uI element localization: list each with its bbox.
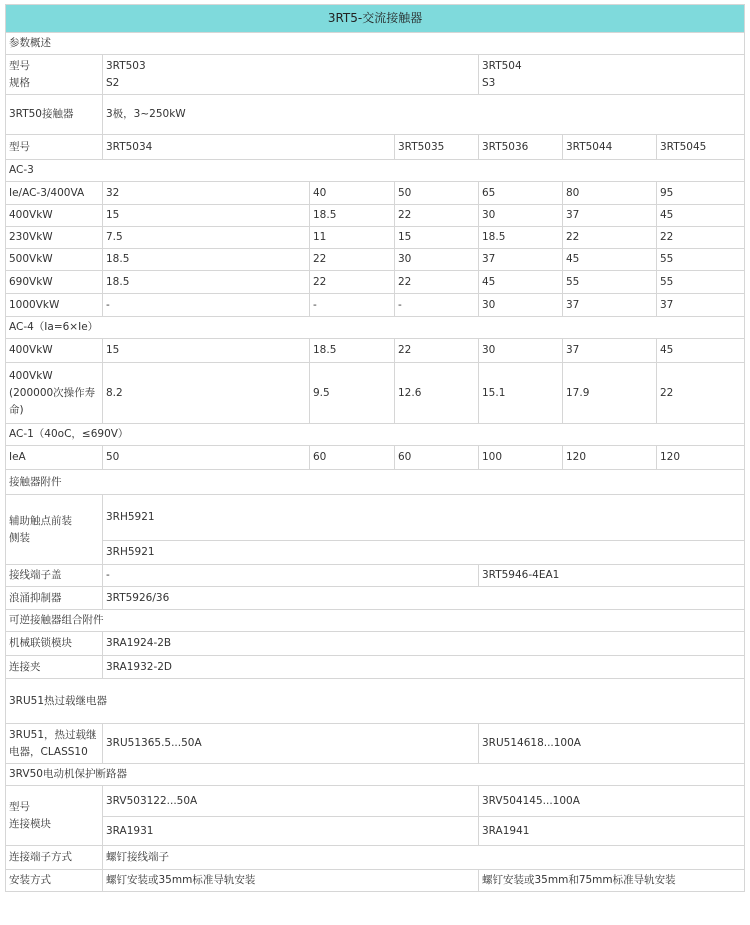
size-col1-frame: S2 xyxy=(106,76,120,89)
size-col2-cell xyxy=(479,55,745,95)
model-value: 3RT5036 xyxy=(479,135,563,160)
size-col2-model: 3RT504 xyxy=(482,59,522,72)
relay-col2: 3RU514618...100A xyxy=(479,724,745,764)
interlock-value: 3RA1924-2B xyxy=(103,632,745,656)
aux-row-2 xyxy=(6,541,745,565)
table-row xyxy=(6,182,745,205)
cell-value: 22 xyxy=(395,205,479,227)
aux-value-front: 3RH5921 xyxy=(103,495,745,541)
terminal-type-value: 螺钉接线端子 xyxy=(103,846,745,870)
size-label-model: 型号 xyxy=(9,59,30,72)
cell-value: 37 xyxy=(563,205,657,227)
interlock-row xyxy=(6,632,745,656)
aux-label-side: 侧装 xyxy=(9,531,30,544)
install-col2: 螺钉安装或35mm和75mm标准导轨安装 xyxy=(479,870,745,892)
cell-value: 45 xyxy=(479,271,563,294)
cell-value: 60 xyxy=(395,446,479,470)
interlock-label: 机械联锁模块 xyxy=(6,632,103,656)
terminal-cover-col2: 3RT5946-4EA1 xyxy=(479,565,745,587)
cell-value: 55 xyxy=(563,271,657,294)
breaker-label-model: 型号 xyxy=(9,800,30,813)
cell-value: 60 xyxy=(310,446,395,470)
cell-value: 40 xyxy=(310,182,395,205)
relay-label xyxy=(6,724,103,764)
section-breaker: 3RV50电动机保护断路器 xyxy=(6,764,745,786)
size-label-frame: 规格 xyxy=(9,76,30,89)
row-label: 500VkW xyxy=(6,249,103,271)
table-row xyxy=(6,205,745,227)
section-overview: 参数概述 xyxy=(6,33,745,55)
aux-value-side: 3RH5921 xyxy=(103,541,745,565)
install-row xyxy=(6,870,745,892)
cell-value: 37 xyxy=(479,249,563,271)
table-row xyxy=(6,363,745,424)
model-value: 3RT5035 xyxy=(395,135,479,160)
cell-value: 45 xyxy=(563,249,657,271)
cell-value: 22 xyxy=(657,363,745,424)
relay-col1: 3RU51365.5...50A xyxy=(103,724,479,764)
table-row xyxy=(6,339,745,363)
cell-value: 95 xyxy=(657,182,745,205)
cell-value: 22 xyxy=(395,271,479,294)
terminal-type-row xyxy=(6,846,745,870)
surge-value: 3RT5926/36 xyxy=(103,587,745,610)
table-row xyxy=(6,446,745,470)
terminal-type-label: 连接端子方式 xyxy=(6,846,103,870)
cell-value: 30 xyxy=(395,249,479,271)
section-row-ac4 xyxy=(6,317,745,339)
spec-table-container xyxy=(5,4,744,892)
model-value: 3RT5034 xyxy=(103,135,395,160)
cell-value: 22 xyxy=(395,339,479,363)
cell-value: 17.9 xyxy=(563,363,657,424)
cell-value: 15.1 xyxy=(479,363,563,424)
row-label-line: 命) xyxy=(9,403,24,416)
row-label-line: 400VkW xyxy=(9,369,53,382)
section-ac3: AC-3 xyxy=(6,160,745,182)
terminal-cover-row xyxy=(6,565,745,587)
cell-value: 22 xyxy=(563,227,657,249)
cell-value: 37 xyxy=(563,294,657,317)
row-label: 230VkW xyxy=(6,227,103,249)
section-relay: 3RU51热过载继电器 xyxy=(6,679,745,724)
row-label: Ie/AC-3/400VA xyxy=(6,182,103,205)
breaker-row-2 xyxy=(6,817,745,846)
section-row-overview xyxy=(6,33,745,55)
cell-value: 18.5 xyxy=(103,249,310,271)
clip-label: 连接夹 xyxy=(6,656,103,679)
install-label: 安装方式 xyxy=(6,870,103,892)
cell-value: 120 xyxy=(563,446,657,470)
cell-value: 15 xyxy=(103,205,310,227)
surge-label: 浪涌抑制器 xyxy=(6,587,103,610)
series-label: 3RT50接触器 xyxy=(6,95,103,135)
terminal-cover-col1: - xyxy=(103,565,479,587)
models-label: 型号 xyxy=(6,135,103,160)
cell-value: 45 xyxy=(657,205,745,227)
cell-value: 50 xyxy=(103,446,310,470)
models-row xyxy=(6,135,745,160)
table-row xyxy=(6,249,745,271)
row-label: 400VkW xyxy=(6,205,103,227)
cell-value: 55 xyxy=(657,271,745,294)
breaker-model-col2: 3RV504145...100A xyxy=(479,786,745,817)
section-row-ac3 xyxy=(6,160,745,182)
size-label-cell xyxy=(6,55,103,95)
cell-value: - xyxy=(395,294,479,317)
section-ac4: AC-4（Ia=6×Ie） xyxy=(6,317,745,339)
cell-value: 22 xyxy=(310,271,395,294)
row-label: 400VkW xyxy=(6,339,103,363)
cell-value: 55 xyxy=(657,249,745,271)
section-row-breaker xyxy=(6,764,745,786)
breaker-model-col1: 3RV503122...50A xyxy=(103,786,479,817)
section-row-ac1 xyxy=(6,424,745,446)
breaker-label xyxy=(6,786,103,846)
cell-value: 22 xyxy=(310,249,395,271)
cell-value: 30 xyxy=(479,205,563,227)
cell-value: 37 xyxy=(657,294,745,317)
table-row xyxy=(6,227,745,249)
cell-value: 37 xyxy=(563,339,657,363)
surge-row xyxy=(6,587,745,610)
cell-value: 7.5 xyxy=(103,227,310,249)
cell-value: - xyxy=(103,294,310,317)
cell-value: 18.5 xyxy=(479,227,563,249)
cell-value: 15 xyxy=(103,339,310,363)
section-accessories: 接触器附件 xyxy=(6,470,745,495)
section-row-relay xyxy=(6,679,745,724)
section-row-reversing xyxy=(6,610,745,632)
cell-value: 65 xyxy=(479,182,563,205)
cell-value: 9.5 xyxy=(310,363,395,424)
aux-label xyxy=(6,495,103,565)
section-reversing: 可逆接触器组合附件 xyxy=(6,610,745,632)
size-row xyxy=(6,55,745,95)
table-title: 3RT5-交流接触器 xyxy=(6,5,745,33)
table-row xyxy=(6,294,745,317)
terminal-cover-label: 接线端子盖 xyxy=(6,565,103,587)
model-value: 3RT5044 xyxy=(563,135,657,160)
table-row xyxy=(6,271,745,294)
cell-value: 8.2 xyxy=(103,363,310,424)
row-label: IeA xyxy=(6,446,103,470)
size-col1-cell xyxy=(103,55,479,95)
relay-label-line: 3RU51，热过载继 xyxy=(9,728,97,741)
cell-value: 120 xyxy=(657,446,745,470)
series-row xyxy=(6,95,745,135)
cell-value: - xyxy=(310,294,395,317)
model-value: 3RT5045 xyxy=(657,135,745,160)
clip-value: 3RA1932-2D xyxy=(103,656,745,679)
cell-value: 100 xyxy=(479,446,563,470)
cell-value: 45 xyxy=(657,339,745,363)
breaker-module-col2: 3RA1941 xyxy=(479,817,745,846)
title-row xyxy=(6,5,745,33)
aux-row-1 xyxy=(6,495,745,541)
section-ac1: AC-1（40oC，≤690V） xyxy=(6,424,745,446)
row-label: 690VkW xyxy=(6,271,103,294)
clip-row xyxy=(6,656,745,679)
cell-value: 11 xyxy=(310,227,395,249)
size-col1-model: 3RT503 xyxy=(106,59,146,72)
row-label xyxy=(6,363,103,424)
breaker-row-1 xyxy=(6,786,745,817)
cell-value: 18.5 xyxy=(103,271,310,294)
cell-value: 80 xyxy=(563,182,657,205)
breaker-module-col1: 3RA1931 xyxy=(103,817,479,846)
cell-value: 12.6 xyxy=(395,363,479,424)
cell-value: 18.5 xyxy=(310,339,395,363)
cell-value: 32 xyxy=(103,182,310,205)
row-label: 1000VkW xyxy=(6,294,103,317)
spec-table xyxy=(5,4,745,892)
cell-value: 22 xyxy=(657,227,745,249)
row-label-line: (200000次操作寿 xyxy=(9,386,96,399)
cell-value: 30 xyxy=(479,339,563,363)
cell-value: 30 xyxy=(479,294,563,317)
size-col2-frame: S3 xyxy=(482,76,496,89)
cell-value: 18.5 xyxy=(310,205,395,227)
aux-label-front: 辅助触点前装 xyxy=(9,514,72,527)
install-col1: 螺钉安装或35mm标准导轨安装 xyxy=(103,870,479,892)
relay-label-line: 电器，CLASS10 xyxy=(9,745,88,758)
cell-value: 50 xyxy=(395,182,479,205)
section-row-accessories xyxy=(6,470,745,495)
series-value: 3极，3~250kW xyxy=(103,95,745,135)
cell-value: 15 xyxy=(395,227,479,249)
breaker-label-module: 连接模块 xyxy=(9,817,51,830)
relay-row xyxy=(6,724,745,764)
